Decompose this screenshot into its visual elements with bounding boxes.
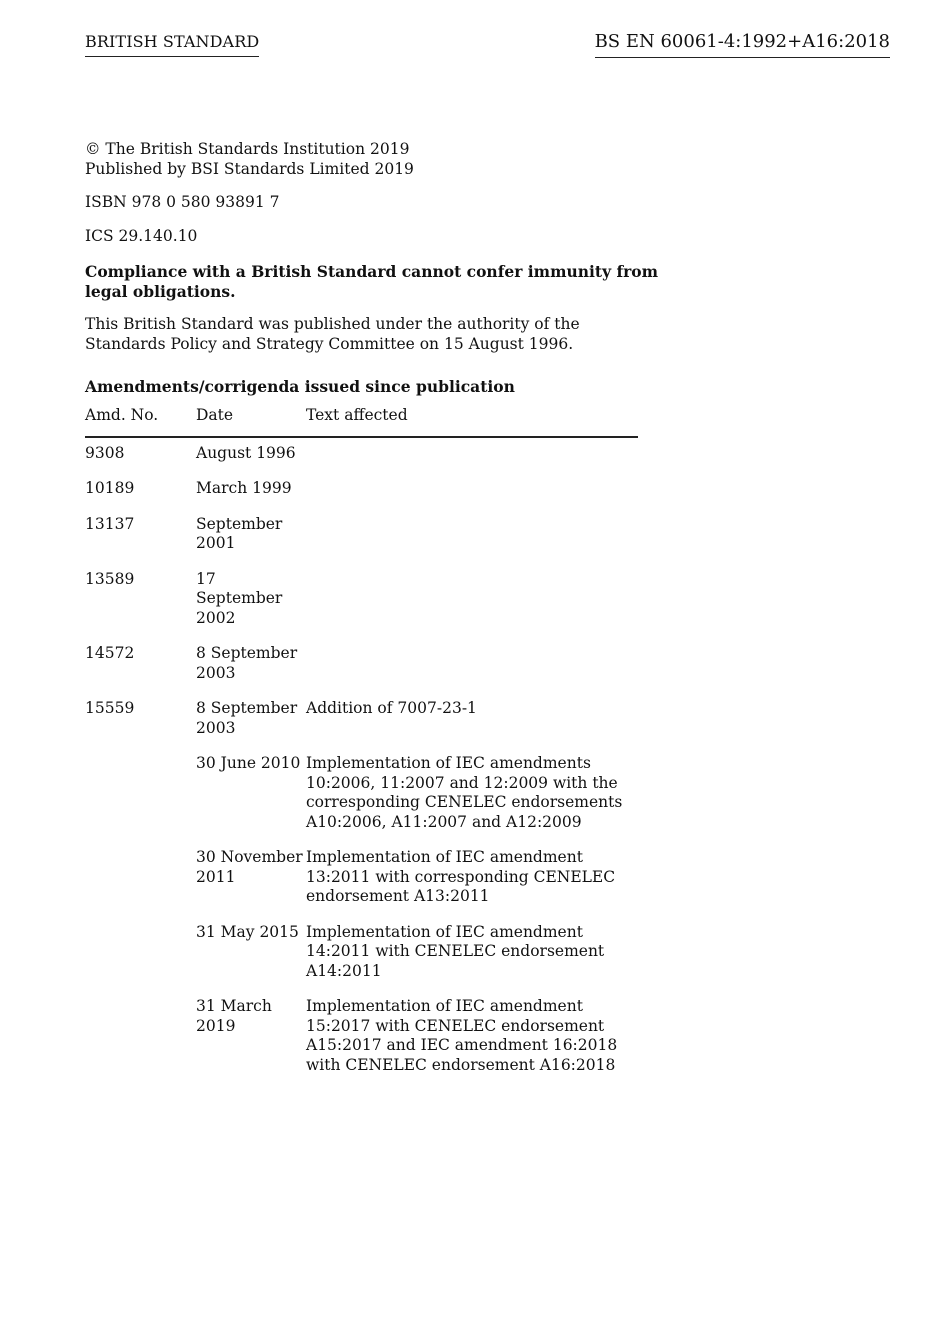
date-cell: 30 November 2011 [196,848,303,886]
amd-no-cell: 14572 [85,644,135,662]
amendments-title: Amendments/corrigenda issued since publication [85,377,515,396]
header-standard-label: BRITISH STANDARD [85,32,259,57]
text-affected-cell [306,644,638,699]
amd-no-cell: 13589 [85,569,135,588]
table-row [85,570,638,645]
table-row [85,923,638,998]
date-cell: March 1999 [196,479,292,497]
authority-line: Standards Policy and Strategy Committee on 15 August 1996. [85,334,574,353]
authority-line: This British Standard was published under the authority of the [85,315,580,333]
amd-no-cell [85,848,196,923]
ics-code: ICS 29.140.10 [85,227,198,245]
table-row [85,754,638,848]
column-header-text-affected: Text affected [306,406,638,437]
compliance-notice [85,262,659,301]
amd-no-cell: 15559 [85,699,135,717]
publisher-line: Published by BSI Standards Limited 2019 [85,159,414,178]
column-header-amd-no: Amd. No. [85,406,196,437]
amd-no-cell: 13137 [85,514,135,533]
date-cell: September 2001 [196,514,283,552]
date-cell: 31 May 2015 [196,922,299,941]
date-cell: 30 June 2010 [196,754,301,772]
amendments-table [85,406,638,1091]
table-row [85,848,638,923]
amendments-header-row [85,406,638,437]
copyright-line: © The British Standards Institution 2019 [85,140,410,158]
isbn: ISBN 978 0 580 93891 7 [85,193,280,211]
text-affected-cell: Addition of 7007-23-1 [306,699,477,717]
text-affected-cell: Implementation of IEC amendment 14:2011 with CENELEC endorsement A14:2011 [306,922,605,980]
date-cell: 31 March 2019 [196,997,272,1035]
table-row [85,479,638,515]
amd-no-cell [85,754,196,848]
column-header-date: Date [196,406,306,437]
authority-statement [85,315,645,354]
table-row [85,437,638,480]
text-affected-cell [306,570,638,645]
text-affected-cell [306,479,638,515]
amd-no-cell [85,923,196,998]
amd-no-cell [85,997,196,1091]
table-row [85,515,638,570]
table-row [85,644,638,699]
copyright-block [85,140,645,179]
table-row [85,699,638,754]
amd-no-cell: 10189 [85,479,135,497]
compliance-line: legal obligations. [85,281,236,301]
text-affected-cell: Implementation of IEC amendment 13:2011 with corresponding CENELEC endorsement A13:2011 [306,848,616,905]
header-standard-number: BS EN 60061-4:1992+A16:2018 [595,31,890,58]
text-affected-cell: Implementation of IEC amendment 15:2017 with CENELEC endorsement A15:2017 and IEC amendment 16:2018 with CENELEC endorsement A16:2018 [306,997,618,1074]
date-cell: 8 September 2003 [196,644,298,682]
text-affected-cell [306,515,638,570]
text-affected-cell: Implementation of IEC amendments 10:2006, 11:2007 and 12:2009 with the corresponding CENELEC endorsements A10:2006, A11:2007 and A12:2009 [306,754,623,831]
date-cell: 8 September 2003 [196,699,298,737]
date-cell: August 1996 [196,443,296,462]
text-affected-cell [306,437,638,480]
compliance-line: Compliance with a British Standard cannot confer immunity from [85,262,659,281]
table-row [85,997,638,1091]
date-cell: 17 September 2002 [196,569,283,627]
amd-no-cell: 9308 [85,443,125,462]
